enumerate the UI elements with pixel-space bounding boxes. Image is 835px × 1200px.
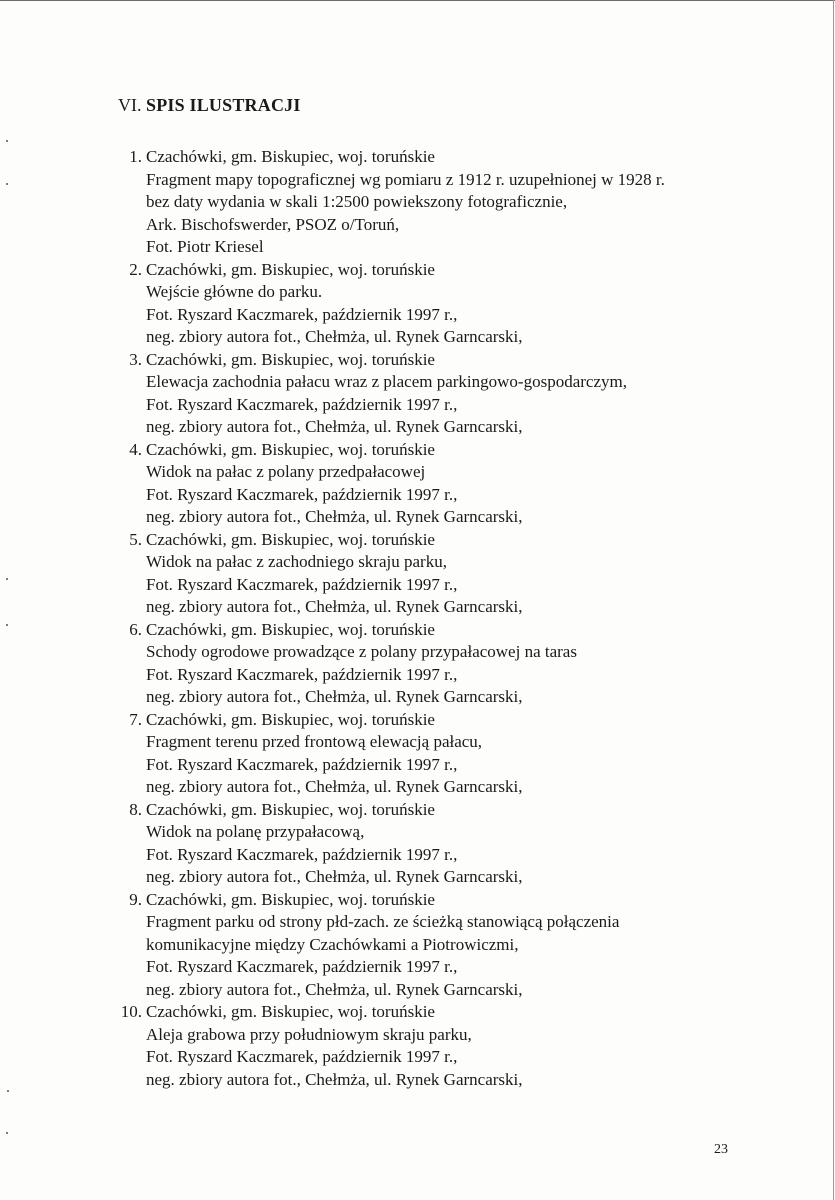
list-item-text — [146, 709, 792, 799]
list-item-line: Fot. Ryszard Kaczmarek, październik 1997 r., — [146, 664, 458, 684]
list-item-number: 6. — [129, 619, 142, 639]
list-item-line: Fot. Ryszard Kaczmarek, październik 1997 r., — [146, 394, 458, 414]
list-item-line: Ark. Bischofswerder, PSOZ o/Toruń, — [146, 214, 400, 234]
section-number: VI. — [118, 95, 142, 115]
list-item — [112, 529, 792, 619]
page-number: 23 — [714, 1142, 728, 1157]
list-item-line: Czachówki, gm. Biskupiec, woj. toruńskie — [146, 709, 435, 729]
list-item-number: 7. — [129, 709, 142, 729]
list-item-number: 5. — [129, 529, 142, 549]
list-item-number: 3. — [129, 349, 142, 369]
list-item-line: neg. zbiory autora fot., Chełmża, ul. Rynek Garncarski, — [146, 867, 523, 886]
list-item-text — [146, 889, 792, 1002]
scan-speck — [7, 1090, 9, 1092]
list-item-line: neg. zbiory autora fot., Chełmża, ul. Rynek Garncarski, — [146, 687, 523, 706]
scan-speck — [6, 1132, 8, 1134]
list-item-line: Fot. Ryszard Kaczmarek, październik 1997 r., — [146, 844, 458, 864]
list-item-line: Aleja grabowa przy południowym skraju parku, — [146, 1024, 472, 1044]
list-item-line: komunikacyjne między Czachówkami a Piotrowiczmi, — [146, 934, 519, 954]
list-item — [112, 619, 792, 709]
list-item-line: neg. zbiory autora fot., Chełmża, ul. Rynek Garncarski, — [146, 327, 523, 346]
list-item-line: Widok na pałac z zachodniego skraju parku, — [146, 552, 447, 571]
list-item-number: 1. — [129, 147, 142, 166]
list-item-text — [146, 259, 792, 349]
list-item-line: Fot. Ryszard Kaczmarek, październik 1997 r., — [146, 574, 458, 594]
list-item-text — [146, 799, 792, 889]
list-item-line: neg. zbiory autora fot., Chełmża, ul. Rynek Garncarski, — [146, 597, 523, 616]
list-item-line: Fragment mapy topograficznej wg pomiaru z 1912 r. uzupełnionej w 1928 r. — [146, 169, 665, 189]
list-item-line: Widok na polanę przypałacową, — [146, 822, 365, 841]
list-item-line: Fot. Ryszard Kaczmarek, październik 1997 r., — [146, 1047, 458, 1066]
list-item — [112, 146, 792, 259]
list-item-line: Fot. Ryszard Kaczmarek, październik 1997 r., — [146, 957, 458, 976]
section-title: SPIS ILUSTRACJI — [146, 95, 301, 115]
list-item — [112, 349, 792, 439]
section-heading — [118, 93, 301, 117]
list-item-text — [146, 439, 792, 529]
list-item-line: bez daty wydania w skali 1:2500 powiekszony fotograficznie, — [146, 192, 568, 211]
scan-speck — [6, 140, 8, 142]
list-item-line: Fot. Ryszard Kaczmarek, październik 1997 r., — [146, 754, 458, 774]
list-item-text — [146, 619, 792, 709]
list-item-line: neg. zbiory autora fot., Chełmża, ul. Rynek Garncarski, — [146, 507, 523, 526]
list-item-text — [146, 146, 792, 259]
scan-top-edge — [0, 0, 835, 1]
list-item-line: Czachówki, gm. Biskupiec, woj. toruńskie — [146, 529, 435, 549]
illustration-list — [112, 146, 792, 1091]
list-item-text — [146, 1001, 792, 1091]
list-item-line: Elewacja zachodnia pałacu wraz z placem parkingowo-gospodarczym, — [146, 372, 627, 391]
scan-right-edge — [833, 0, 834, 1200]
list-item — [112, 259, 792, 349]
list-item-line: Czachówki, gm. Biskupiec, woj. toruńskie — [146, 1002, 435, 1021]
list-item-number: 2. — [129, 259, 142, 279]
list-item-line: Czachówki, gm. Biskupiec, woj. toruńskie — [146, 349, 435, 369]
list-item-line: Fot. Ryszard Kaczmarek, październik 1997 r., — [146, 304, 458, 324]
list-item-line: Czachówki, gm. Biskupiec, woj. toruńskie — [146, 799, 435, 819]
list-item-line: Fot. Piotr Kriesel — [146, 237, 264, 256]
list-item-line: Fragment parku od strony płd-zach. ze ścieżką stanowiącą połączenia — [146, 912, 620, 931]
list-item-line: Wejście główne do parku. — [146, 282, 323, 301]
list-item-number: 10. — [120, 1002, 142, 1021]
list-item — [112, 439, 792, 529]
list-item-line: Czachówki, gm. Biskupiec, woj. toruńskie — [146, 259, 435, 279]
list-item-line: Czachówki, gm. Biskupiec, woj. toruńskie — [146, 439, 435, 459]
list-item-line: Czachówki, gm. Biskupiec, woj. toruńskie — [146, 889, 435, 909]
list-item-line: Fragment terenu przed frontową elewacją pałacu, — [146, 732, 483, 751]
list-item-line: neg. zbiory autora fot., Chełmża, ul. Rynek Garncarski, — [146, 979, 523, 999]
list-item-number: 8. — [129, 799, 142, 819]
list-item-number: 4. — [129, 439, 142, 459]
list-item — [112, 1001, 792, 1091]
list-item-text — [146, 529, 792, 619]
list-item-number: 9. — [129, 889, 142, 909]
list-item-line: Czachówki, gm. Biskupiec, woj. toruńskie — [146, 147, 435, 166]
list-item-line: Czachówki, gm. Biskupiec, woj. toruńskie — [146, 619, 435, 639]
scan-speck — [6, 183, 8, 185]
list-item-line: Widok na pałac z polany przedpałacowej — [146, 462, 426, 481]
list-item — [112, 889, 792, 1002]
list-item-line: neg. zbiory autora fot., Chełmża, ul. Rynek Garncarski, — [146, 1069, 523, 1089]
list-item — [112, 709, 792, 799]
scan-speck — [6, 624, 8, 626]
scan-speck — [6, 578, 8, 580]
list-item-line: Schody ogrodowe prowadzące z polany przypałacowej na taras — [146, 642, 577, 661]
list-item-text — [146, 349, 792, 439]
list-item-line: Fot. Ryszard Kaczmarek, październik 1997 r., — [146, 484, 458, 504]
list-item — [112, 799, 792, 889]
list-item-line: neg. zbiory autora fot., Chełmża, ul. Rynek Garncarski, — [146, 417, 523, 436]
list-item-line: neg. zbiory autora fot., Chełmża, ul. Rynek Garncarski, — [146, 777, 523, 796]
